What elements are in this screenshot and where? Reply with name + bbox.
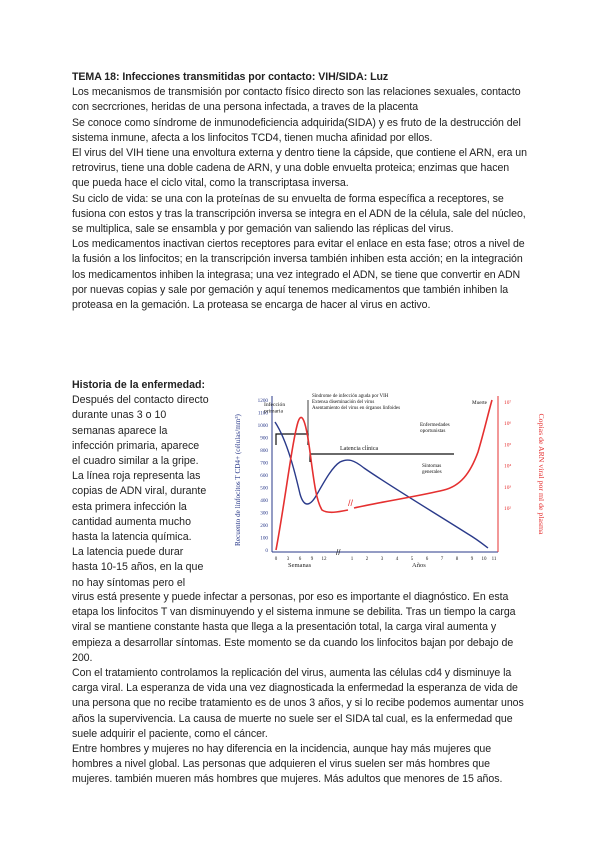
section-title-history: Historia de la enfermedad: bbox=[72, 379, 206, 391]
x-tick-label: 7 bbox=[440, 557, 444, 562]
history-line: La línea roja representa las bbox=[72, 470, 201, 483]
history-line: hasta 10-15 años, en la que bbox=[72, 561, 204, 574]
x-tick-label: 6 bbox=[425, 557, 429, 562]
history-line: durante unas 3 o 10 bbox=[72, 409, 167, 422]
y-left-tick-label: 300 bbox=[260, 510, 268, 517]
annotation-death: Muerte bbox=[472, 400, 487, 406]
y-left-tick-label: 800 bbox=[260, 448, 268, 454]
y-right-tick-label: 10⁴ bbox=[504, 463, 512, 470]
x-tick-label: 9 bbox=[310, 557, 314, 562]
document-title: TEMA 18: Infecciones transmitidas por contacto: VIH/SIDA: Luz bbox=[72, 71, 389, 83]
paragraph-cycle: Su ciclo de vida: se una con la proteínas de su envuelta de forma específica a receptores, se fusiona con estos y tras la transcripción inversa se integra en el ADN de la célula, sale del núcleo, se multiplica, sale se ensambla y por gemación van saliendo las réplicas del virus. bbox=[72, 192, 526, 236]
x-tick-label: 0 bbox=[274, 557, 278, 562]
paragraph-medications: Los medicamentos inactivan ciertos receptores para evitar el enlace en esta fase; otros a nivel de la fusión a los linfocitos; en la transcripción inversa también inhiben esta acción; en la integración los medicamentos inhiben la integrasa; una vez integrado el ADN, se tiene que convertir en ADN por nuevas copias y sale por gemación y aquí tenemos medicamentos que también inhiben la proteasa en la gemación. La proteasa se encarga de hacer al virus en activo. bbox=[72, 238, 525, 312]
x-tick-label: 2 bbox=[365, 557, 369, 562]
x-tick-label: 3 bbox=[286, 557, 290, 562]
x-tick-label: 8 bbox=[455, 557, 459, 562]
paragraph-transmission: Los mecanismos de transmisión por contacto físico directo son las relaciones sexuales, contacto con secrcriones, heridas de una persona infectada, a traves de la placenta bbox=[72, 86, 521, 114]
bottom-text-block bbox=[72, 590, 530, 788]
y-left-tick-label: 1000 bbox=[257, 423, 268, 429]
y-right-tick-label: 10⁵ bbox=[504, 442, 512, 449]
y-axis-right-label: Copias de ARN viral por ml de plasma bbox=[537, 413, 546, 535]
history-line: La latencia puede durar bbox=[72, 546, 184, 559]
annotation-opportunistic: Enfermedades oportunistas bbox=[420, 422, 450, 434]
y-right-tick-label: 10⁷ bbox=[504, 400, 512, 406]
paragraph-sida: Se conoce como síndrome de inmunodeficiencia adquirida(SIDA) y es fruto de la destrucción del sistema inmune, afecta a los linfocitos TCD4, tienen mucha afinidad por ellos. bbox=[72, 116, 521, 144]
x-tick-label: 5 bbox=[410, 557, 414, 562]
history-line: semanas aparece la bbox=[72, 424, 168, 437]
y-left-tick-label: 100 bbox=[260, 535, 268, 542]
annotation-latency: Latencia clínica bbox=[340, 446, 379, 452]
viral-break: // bbox=[348, 498, 354, 508]
history-line: esta primera infección la bbox=[72, 500, 187, 513]
paragraph-treatment: Con el tratamiento controlamos la replicación del virus, aumenta las células cd4 y disminuye la carga viral. La esperanza de vida una vez diagnosticada la enfermedad la esperanza de vida de una persona que no recibe tratamiento es de unos 3 años, y si lo recibe podemos aumentar unos años la supervivencia. La causa de muerte no suele ser el SIDA tal cual, es la enfermedad que suele adquirir el paciente, como el cáncer. bbox=[72, 667, 524, 740]
y-left-tick-label: 200 bbox=[260, 523, 268, 529]
history-line: el cuadro similar a la gripe. bbox=[72, 455, 199, 468]
x-tick-label: 11 bbox=[491, 557, 497, 562]
paragraph-history-rest: virus está presente y puede infectar a personas, por eso es importante el diagnóstico. En esta etapa los linfocitos T van disminuyendo y el sistema inmune se debilita. Tras un tiempo la carga viral se mantiene constante hasta que llega a la presentación total, la carga viral aumenta y empieza a desarrollar síntomas. Este momento se da cuando los linfocitos bajan por debajo de 200. bbox=[72, 591, 516, 664]
history-line: Después del contacto directo bbox=[72, 394, 209, 407]
y-axis-left-label: Recuento de linfocitos T CD4+ (células/mm³) bbox=[234, 414, 242, 546]
history-line: no hay síntomas pero el bbox=[72, 576, 186, 589]
y-left-tick-label: 0 bbox=[265, 548, 268, 554]
y-left-tick-label: 600 bbox=[260, 473, 268, 479]
history-line: infección primaria, aparece bbox=[72, 439, 200, 452]
x-tick-label: 9 bbox=[470, 557, 474, 562]
y-left-tick-label: 1200 bbox=[257, 398, 268, 404]
top-text-block bbox=[72, 70, 527, 313]
y-left-tick-label: 900 bbox=[260, 435, 268, 442]
x-tick-label: 10 bbox=[481, 557, 487, 562]
y-right-tick-label: 10² bbox=[504, 506, 512, 512]
chart-svg bbox=[230, 382, 546, 572]
x-tick-label: 1 bbox=[350, 557, 354, 562]
x-tick-label: 3 bbox=[380, 557, 384, 562]
history-column bbox=[72, 378, 242, 591]
annotation-acute: Síndrome de infección aguda por VIH Extensa diseminación del virus Asentamiento del virus en órganos linfoides bbox=[312, 394, 401, 411]
x-tick-label: 6 bbox=[298, 557, 302, 562]
hiv-progression-chart bbox=[230, 382, 546, 572]
history-line: copias de ADN viral, durante bbox=[72, 485, 207, 498]
history-line: hasta la latencia química. bbox=[72, 531, 192, 544]
y-left-tick-label: 700 bbox=[260, 460, 268, 467]
primary-bracket bbox=[276, 434, 308, 445]
history-line: cantidad aumenta mucho bbox=[72, 515, 191, 528]
paragraph-epidemiology: Entre hombres y mujeres no hay diferencia en la incidencia, aunque hay más mujeres que hombres a nivel global. Las personas que adquieren el virus suelen ser más hombres que mujeres. también mueren más hombres que mujeres. Más adultos que menores de 15 años. bbox=[72, 743, 503, 786]
y-left-tick-label: 1100 bbox=[257, 410, 268, 417]
x-axis-break: // bbox=[336, 548, 341, 557]
paragraph-structure: El virus del VIH tiene una envoltura externa y dentro tiene la cápside, que contiene el ARN, era un retrovirus, tiene una doble cadena de ARN, y una doble envuelta proteica; enzimas que hacen que pueda hace el ciclo vital, como la transcriptasa inversa. bbox=[72, 147, 527, 190]
y-right-tick-label: 10⁶ bbox=[504, 421, 512, 428]
annotation-symptoms: Síntomas generales bbox=[422, 463, 442, 475]
x-label-weeks: Semanas bbox=[288, 562, 312, 569]
x-tick-label: 12 bbox=[321, 557, 327, 562]
y-right-tick-label: 10³ bbox=[504, 484, 512, 491]
x-label-years: Años bbox=[412, 562, 426, 569]
annotation-primary: Infección primaria bbox=[264, 402, 286, 415]
y-left-tick-label: 400 bbox=[260, 498, 268, 504]
y-left-tick-label: 500 bbox=[260, 485, 268, 492]
x-tick-label: 4 bbox=[395, 557, 399, 562]
